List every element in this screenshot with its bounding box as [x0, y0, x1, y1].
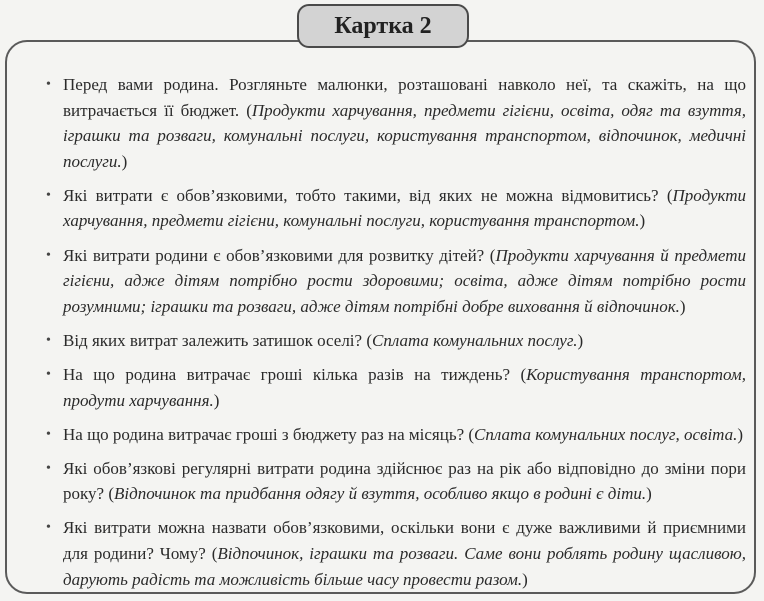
list-item [46, 515, 746, 592]
answer-text: Відпочинок, іграшки та розваги. Саме вони роблять родину щасливою, дарують радість та можливість більше часу провести разом. [63, 544, 746, 589]
bullet-icon: • [46, 520, 51, 536]
answer-text: Сплата комунальних послуг, освіта. [474, 424, 738, 444]
bullet-icon: • [46, 460, 51, 476]
answer-close: ) [737, 424, 744, 444]
list-item [46, 243, 746, 320]
answer-close: ) [577, 330, 584, 350]
bullet-icon: • [46, 187, 51, 203]
bullet-icon: • [46, 77, 51, 92]
answer-text: Відпочинок та придбання одягу й взуття, особливо якщо в родині є діти. [113, 484, 647, 504]
list-item [46, 362, 746, 413]
answer-text: Продукти харчування, предмети гігієни, освіта, одяг та взуття, іграшки та розваги, комунальні послуги, користування транспортом, відпочинок, медичні послуги. [63, 100, 746, 171]
answer-close: ) [639, 211, 646, 231]
question-text: На що родина витрачає гроші кілька разів на тиждень? ( [63, 364, 527, 384]
answer-close: ) [213, 390, 220, 410]
question-text: Які витрати можна назвати обов’язковими, оскільки вони є дуже важливими й приємними для родини? Чому? ( [63, 518, 746, 563]
card-title: Картка 2 [297, 4, 469, 48]
bullet-icon: • [46, 247, 51, 263]
list-item [46, 422, 746, 448]
answer-close: ) [522, 569, 528, 589]
list-item [46, 72, 746, 174]
answer-close: ) [679, 296, 686, 316]
question-text: Перед вами родина. Розгляньте малюнки, розташовані навколо неї, та скажіть, на що витрачається її бюджет. ( [63, 75, 746, 120]
list-item [46, 456, 746, 507]
question-list [46, 72, 746, 601]
bullet-icon: • [46, 332, 51, 348]
question-text: На що родина витрачає гроші з бюджету раз на місяць? ( [63, 424, 475, 444]
answer-text: Продукти харчування й предмети гігієни, адже дітям потрібно рости здоровими; освіта, адже дітям потрібно рости розумними; іграшки та розваги, адже дітям потрібні добре виховання й відпочинок. [63, 245, 746, 316]
list-item [46, 328, 746, 354]
answer-close: ) [646, 484, 652, 504]
bullet-icon: • [46, 366, 51, 382]
question-text: Які обов’язкові регулярні витрати родина здійснює раз на рік або відповідно до зміни пори року? ( [63, 458, 746, 504]
question-text: Які витрати родини є обов’язковими для розвитку дітей? ( [63, 245, 496, 265]
question-text: Які витрати є обов’язковими, тобто такими, від яких не можна відмовитись? ( [63, 185, 673, 205]
bullet-icon: • [46, 426, 51, 442]
answer-text: Продукти харчування, предмети гігієни, комунальні послуги, користування транспортом. [63, 185, 746, 231]
question-text: Від яких витрат залежить затишок оселі? ( [63, 330, 372, 350]
answer-text: Сплата комунальних послуг. [371, 330, 578, 350]
answer-text: Користування транспортом, продути харчування. [63, 364, 746, 410]
answer-close: ) [121, 151, 128, 171]
list-item [46, 183, 746, 234]
